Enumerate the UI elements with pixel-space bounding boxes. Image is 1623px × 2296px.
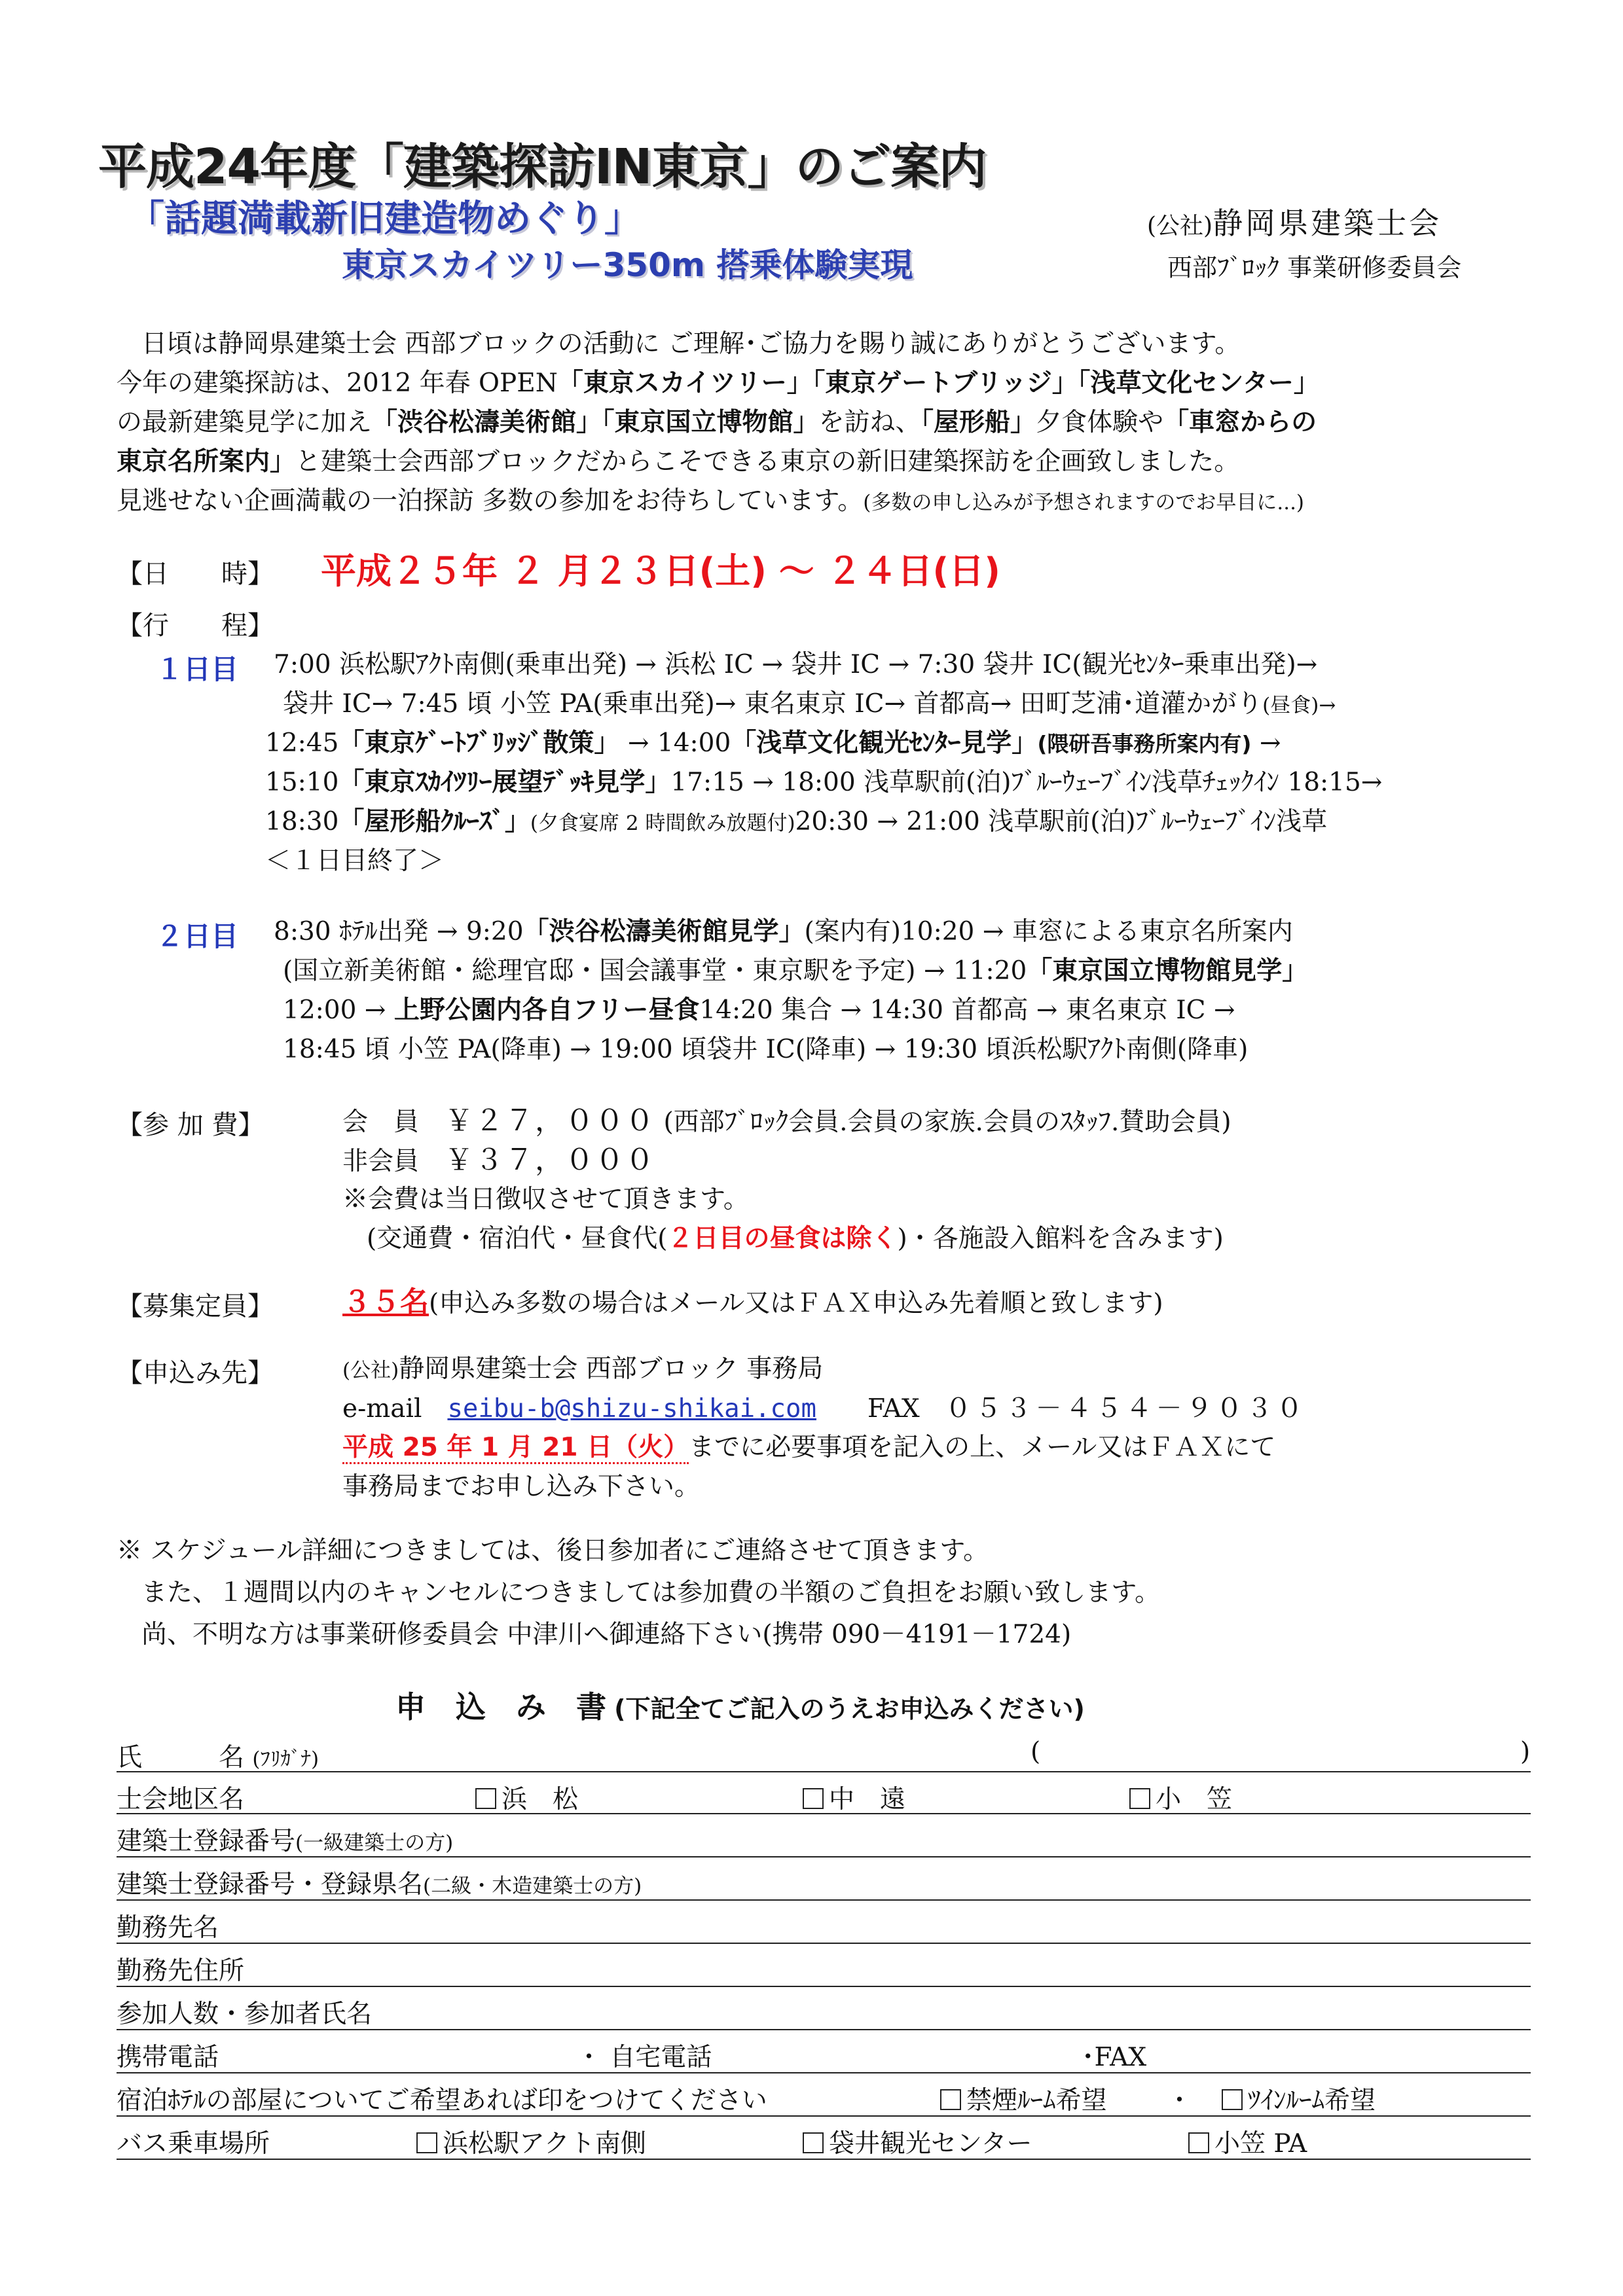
district-option-hamamatsu[interactable]: 浜 松 — [475, 1779, 578, 1816]
form-line — [117, 1986, 1531, 1987]
email-link[interactable]: seibu-b@shizu-shikai.com — [447, 1394, 816, 1424]
form-row-district: 士会地区名 — [117, 1785, 245, 1814]
bus-option-hamamatsu[interactable]: 浜松駅アクト南側 — [416, 2123, 646, 2160]
apply-contact: e-mail seibu-b@shizu-shikai.com FAX ０５３－４５４－９０３０ — [342, 1393, 1307, 1424]
form-name-paren-open: ( — [1030, 1737, 1041, 1767]
form-row-bus: バス乗車場所 — [117, 2129, 270, 2159]
checkbox[interactable] — [940, 2089, 961, 2110]
apply-line-3: 事務局までお申し込み下さい。 — [342, 1472, 701, 1501]
form-line — [117, 2029, 1531, 2030]
room-option-nonsmoking[interactable]: 禁煙ﾙｰﾑ希望 — [940, 2080, 1107, 2117]
day1-line-2: 袋井 IC→ 7:45 頃 小笠 PA(乗車出発)→ 東名東京 IC→ 首都高→ 田町芝浦･道灌かがり(昼食)→ — [283, 689, 1336, 719]
checkbox[interactable] — [1129, 1788, 1150, 1809]
form-row-workplace[interactable]: 勤務先名 — [117, 1913, 219, 1943]
note-2: また、１週間以内のキャンセルにつきましては参加費の半額のご負担をお願い致します。 — [141, 1578, 1161, 1607]
form-line — [117, 2115, 1531, 2117]
form-row-name[interactable]: 氏 名 (ﾌﾘｶﾞﾅ) — [117, 1743, 319, 1772]
room-separator: ・ — [1167, 2086, 1193, 2115]
form-line — [117, 1813, 1531, 1814]
checkbox[interactable] — [416, 2132, 437, 2153]
form-title-row — [395, 1683, 1085, 1727]
day2-line-3: 12:00 → 上野公園内各自フリー昼食14:20 集合 → 14:30 首都高 → 東名東京 IC → — [283, 996, 1235, 1025]
district-option-chuen[interactable]: 中 遠 — [803, 1779, 905, 1816]
apply-deadline: 平成 25 年 1 月 21 日（火）までに必要事項を記入の上、メール又はＦＡＸにて — [342, 1428, 1275, 1467]
fee-nonmember: 非会員 ￥３７，０００ — [342, 1143, 656, 1177]
form-line — [117, 2072, 1531, 2073]
subtitle-skytree: 東京スカイツリー350m 搭乗体験実現 — [342, 246, 913, 284]
intro-line-1: 日頃は静岡県建築士会 西部ブロックの活動に ご理解･ご協力を賜り誠にありがとうございます。 — [141, 329, 1241, 359]
form-line — [117, 1899, 1531, 1901]
page-title: 平成24年度「建築探訪IN東京」のご案内 — [98, 139, 987, 195]
day1-line-3: 12:45「東京ｹﾞｰﾄﾌﾞﾘｯｼﾞ散策」 → 14:00「浅草文化観光ｾﾝﾀｰ見学」(隈研吾事務所案内有) → — [265, 728, 1281, 758]
form-line — [117, 1771, 1531, 1772]
apply-label: 【申込み先】 — [117, 1358, 274, 1388]
day1-line-6: ＜１日目終了＞ — [265, 846, 445, 876]
itinerary-label: 【行 程】 — [117, 611, 274, 641]
fee-note-1: ※会費は当日徴収させて頂きます。 — [342, 1185, 749, 1214]
form-line — [117, 2159, 1531, 2160]
district-option-ogasa[interactable]: 小 笠 — [1129, 1779, 1232, 1816]
checkbox[interactable] — [803, 1788, 824, 1809]
intro-line-3: の最新建築見学に加え「渋谷松濤美術館」「東京国立博物館」を訪ね、「屋形船」夕食体験や「車窓からの — [117, 408, 1317, 437]
room-option-twin[interactable]: ﾂｲﾝﾙｰﾑ希望 — [1222, 2080, 1376, 2117]
capacity-value: ３５名(申込み多数の場合はメール又はＦＡＸ申込み先着順と致します) — [342, 1285, 1163, 1319]
subtitle-main: 「話題満載新旧建造物めぐり」 — [128, 198, 641, 240]
note-1: ※ スケジュール詳細につきましては、後日参加者にご連絡させて頂きます。 — [117, 1536, 989, 1566]
form-line — [117, 1856, 1531, 1857]
form-row-mobile[interactable]: 携帯電話 — [117, 2043, 219, 2072]
org-dept: 西部ﾌﾞﾛｯｸ 事業研修委員会 — [1167, 253, 1462, 282]
form-row-room: 宿泊ﾎﾃﾙの部屋についてご希望あれば印をつけてください — [117, 2086, 767, 2115]
day2-line-4: 18:45 頃 小笠 PA(降車) → 19:00 頃袋井 IC(降車) → 19:30 頃浜松駅ｱｸﾄ南側(降車) — [283, 1035, 1249, 1064]
intro-line-5: 見逃せない企画満載の一泊探訪 多数の参加をお待ちしています。(多数の申し込みが予想されますのでお早目に...) — [117, 486, 1305, 516]
form-home-phone[interactable]: ・ 自宅電話 — [576, 2043, 712, 2072]
date-value: 平成２５年 ２ 月２３日(土) ～ ２４日(日) — [321, 550, 1000, 592]
checkbox[interactable] — [475, 1788, 496, 1809]
bus-option-ogasa[interactable]: 小笠 PA — [1188, 2123, 1307, 2160]
day1-line-5: 18:30「屋形船ｸﾙｰｽﾞ」(夕食宴席 2 時間飲み放題付)20:30 → 21:00 浅草駅前(泊)ﾌﾞﾙｰｳｪｰﾌﾞｲﾝ浅草 — [265, 807, 1328, 836]
form-name-paren-close: ) — [1520, 1737, 1531, 1767]
form-title-note: (下記全てご記入のうえお申込みください) — [614, 1695, 1085, 1723]
form-row-participants[interactable]: 参加人数・参加者氏名 — [117, 2000, 373, 2029]
form-title: 申 込 み 書 — [395, 1689, 606, 1725]
bus-option-fukuroi[interactable]: 袋井観光センター — [803, 2123, 1032, 2160]
day2-line-2: (国立新美術館・総理官邸・国会議事堂・東京駅を予定) → 11:20「東京国立博物館見学」 — [283, 956, 1308, 986]
fee-label: 【参 加 費】 — [117, 1110, 264, 1140]
fee-note-2: (交通費・宿泊代・昼食代(２日目の昼食は除く)・各施設入館料を含みます) — [367, 1224, 1224, 1253]
org-name: (公社)静岡県建築士会 — [1147, 206, 1442, 241]
checkbox[interactable] — [803, 2132, 824, 2153]
checkbox[interactable] — [1188, 2132, 1209, 2153]
checkbox[interactable] — [1222, 2089, 1243, 2110]
day1-label: １日目 — [156, 653, 239, 685]
form-fax[interactable]: ･FAX — [1082, 2043, 1147, 2072]
day1-line-1: 7:00 浜松駅ｱｸﾄ南側(乗車出発) → 浜松 IC → 袋井 IC → 7:30 袋井 IC(観光ｾﾝﾀｰ乗車出発)→ — [274, 650, 1318, 679]
intro-line-4: 東京名所案内」と建築士会西部ブロックだからこそできる東京の新旧建築探訪を企画致しました。 — [117, 447, 1240, 476]
day1-line-4: 15:10「東京ｽｶｲﾂﾘｰ展望ﾃﾞｯｷ見学」17:15 → 18:00 浅草駅前(泊)ﾌﾞﾙｰｳｪｰﾌﾞｲﾝ浅草ﾁｪｯｸｲﾝ 18:15→ — [265, 768, 1383, 797]
form-line — [117, 1943, 1531, 1944]
date-label: 【日 時】 — [117, 559, 274, 589]
form-row-reg2[interactable]: 建築士登録番号・登録県名(二級・木造建築士の方) — [117, 1870, 642, 1899]
day2-line-1: 8:30 ﾎﾃﾙ出発 → 9:20「渋谷松濤美術館見学」(案内有)10:20 → 車窓による東京名所案内 — [274, 917, 1293, 946]
apply-org: (公社)静岡県建築士会 西部ブロック 事務局 — [342, 1354, 824, 1384]
form-row-work-address[interactable]: 勤務先住所 — [117, 1956, 245, 1986]
capacity-label: 【募集定員】 — [117, 1291, 274, 1321]
form-row-reg1[interactable]: 建築士登録番号(一級建築士の方) — [117, 1827, 454, 1856]
intro-line-2: 今年の建築探訪は、2012 年春 OPEN「東京スカイツリー」「東京ゲートブリッジ」「浅草文化センター」 — [117, 368, 1319, 398]
fee-member: 会 員 ￥２７，０００ (西部ﾌﾞﾛｯｸ会員.会員の家族.会員のｽﾀｯﾌ.賛助会員) — [342, 1104, 1231, 1138]
note-3: 尚、不明な方は事業研修委員会 中津川へ御連絡下さい(携帯 090－4191－1724) — [141, 1620, 1072, 1649]
day2-label: ２日目 — [156, 920, 239, 952]
